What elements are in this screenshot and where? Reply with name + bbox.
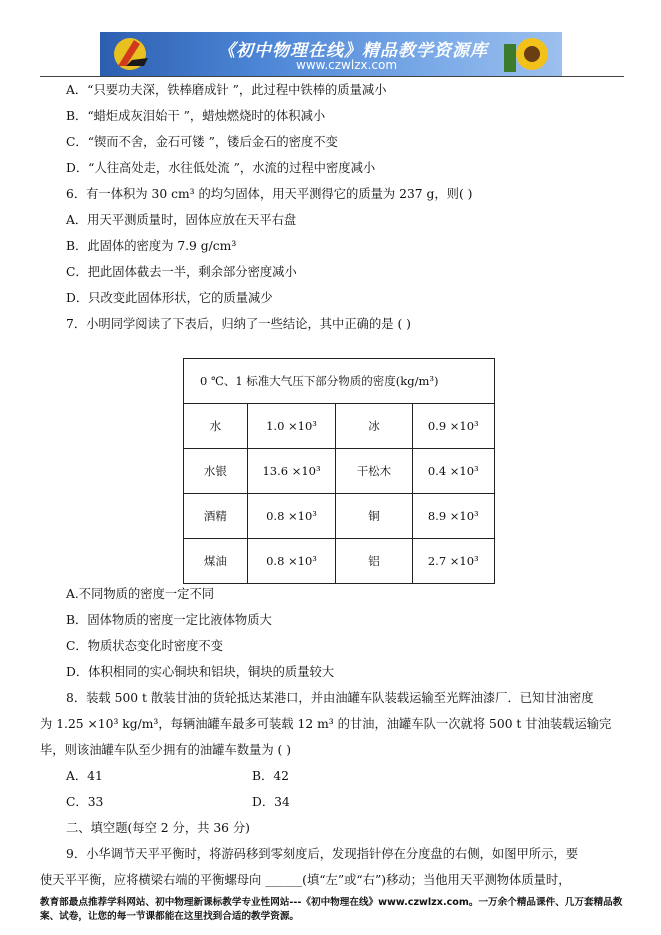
q5-option-a: A．“只要功夫深，铁棒磨成针 ”，此过程中铁棒的质量减小 (66, 83, 387, 97)
density-table (183, 358, 495, 584)
table-cell: 0.9 ×10³ (412, 404, 494, 449)
q6-option-a: A．用天平测质量时，固体应放在天平右盘 (66, 213, 297, 227)
question-6: 6．有一体积为 30 cm³ 的均匀固体，用天平测得它的质量为 237 g，则( ) (66, 187, 473, 201)
question-9-line1: 9．小华调节天平平衡时，将游码移到零刻度后，发现指针停在分度盘的右侧，如图甲所示，要 (66, 847, 578, 861)
q7-option-b: B．固体物质的密度一定比液体物质大 (66, 613, 272, 627)
table-row (184, 404, 495, 449)
table-row (184, 449, 495, 494)
q6-option-b: B．此固体的密度为 7.9 g/cm³ (66, 239, 237, 253)
question-8-line1: 8．装载 500 t 散装甘油的货轮抵达某港口，并由油罐车队装载运输至光辉油漆厂．已知甘油密度 (66, 691, 594, 705)
q5-option-b: B．“蜡炬成灰泪始干 ”，蜡烛燃烧时的体积减小 (66, 109, 326, 123)
banner-title: 《初中物理在线》精品教学资源库 (218, 41, 488, 61)
question-7: 7．小明同学阅读了下表后，归纳了一些结论，其中正确的是 ( ) (66, 317, 411, 331)
table-cell: 铝 (336, 539, 412, 584)
q5-option-c: C．“锲而不舍，金石可镂 ”，镂后金石的密度不变 (66, 135, 338, 149)
section-heading: 二、填空题(每空 2 分，共 36 分) (66, 821, 250, 835)
table-cell: 水银 (184, 449, 248, 494)
table-cell: 酒精 (184, 494, 248, 539)
q7-option-d: D．体积相同的实心铜块和铝块，铜块的质量较大 (66, 665, 335, 679)
table-cell: 铜 (336, 494, 412, 539)
table-cell: 2.7 ×10³ (412, 539, 494, 584)
table-row (184, 494, 495, 539)
footer-line1: 教育部最点推荐学科网站、初中物理新课标教学专业性网站---《初中物理在线》www.czwlzx.com。一万余个精品课件、几万套精品教 (40, 897, 623, 908)
table-cell: 水 (184, 404, 248, 449)
q6-option-c: C．把此固体截去一半，剩余部分密度减小 (66, 265, 297, 279)
table-cell: 0.8 ×10³ (247, 494, 336, 539)
q7-option-a: A.不同物质的密度一定不同 (66, 587, 215, 601)
table-cell: 13.6 ×10³ (247, 449, 336, 494)
table-cell: 1.0 ×10³ (247, 404, 336, 449)
table-cell: 煤油 (184, 539, 248, 584)
table-cell: 8.9 ×10³ (412, 494, 494, 539)
table-cell: 冰 (336, 404, 412, 449)
table-title: 0 ℃、1 标准大气压下部分物质的密度(kg/m³) (184, 359, 495, 404)
question-9-line2: 使天平平衡，应将横梁右端的平衡螺母向 ______(填“左”或“右”)移动；当他用天平测物体质量时， (40, 873, 571, 887)
header-banner (100, 32, 562, 76)
q6-option-d: D．只改变此固体形状，它的质量减少 (66, 291, 273, 305)
site-logo-icon (104, 36, 156, 72)
q7-option-c: C．物质状态变化时密度不变 (66, 639, 223, 653)
q8-option-b: B．42 (252, 769, 289, 783)
header-rule (40, 76, 624, 77)
question-8-line2: 为 1.25 ×10³ kg/m³，每辆油罐车最多可装载 12 m³ 的甘油，油罐车队一次就将 500 t 甘油装载运输完 (40, 717, 612, 731)
q8-option-a: A．41 (66, 769, 103, 783)
question-8-line3: 毕，则该油罐车队至少拥有的油罐车数量为 ( ) (40, 743, 292, 757)
footer-line2: 案、试卷，让您的每一节课都能在这里找到合适的教学资源。 (40, 911, 300, 922)
sunflower-icon (498, 34, 558, 74)
q5-option-d: D．“人往高处走，水往低处流 ”，水流的过程中密度减小 (66, 161, 376, 175)
table-row (184, 539, 495, 584)
table-cell: 干松木 (336, 449, 412, 494)
table-cell: 0.8 ×10³ (247, 539, 336, 584)
table-cell: 0.4 ×10³ (412, 449, 494, 494)
q8-option-d: D．34 (252, 795, 290, 809)
q8-option-c: C．33 (66, 795, 104, 809)
banner-url[interactable]: www.czwlzx.com (296, 58, 398, 72)
